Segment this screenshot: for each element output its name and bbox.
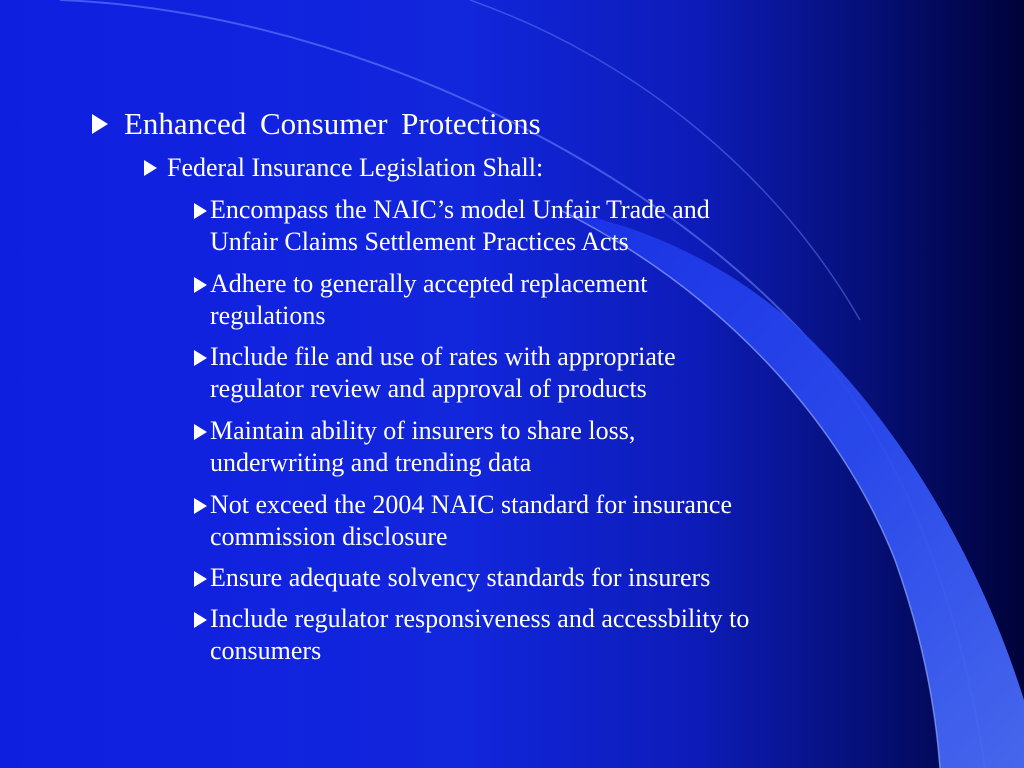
arrowhead-bullet-icon [194, 277, 207, 293]
bullet-text: Include regulator responsiveness and accessbility to [210, 604, 750, 633]
bullet-item [194, 489, 930, 553]
arrowhead-bullet-icon [92, 114, 108, 134]
slide-heading: Enhanced Consumer Protections [124, 106, 541, 141]
arrowhead-bullet-icon [194, 571, 207, 587]
subheading-row [144, 151, 543, 185]
heading-row [92, 104, 541, 144]
bullet-text: Adhere to generally accepted replacement [210, 269, 648, 298]
bullet-text-continued: consumers [210, 636, 322, 665]
bullet-text-continued: underwriting and trending data [210, 448, 532, 477]
bullet-text: Include file and use of rates with appropriate [210, 342, 676, 371]
arrowhead-bullet-icon [194, 350, 207, 366]
bullet-text: Ensure adequate solvency standards for insurers [210, 563, 711, 592]
arrowhead-bullet-icon [194, 424, 207, 440]
arrowhead-bullet-icon [194, 498, 207, 514]
bullet-item [194, 603, 930, 667]
arrowhead-bullet-icon [194, 612, 207, 628]
bullet-item [194, 341, 930, 405]
arrowhead-bullet-icon [194, 203, 207, 219]
bullet-text: Maintain ability of insurers to share loss, [210, 416, 636, 445]
bullet-text: Not exceed the 2004 NAIC standard for insurance [210, 490, 732, 519]
arrowhead-bullet-icon [144, 160, 157, 176]
bullet-text-continued: regulations [210, 301, 326, 330]
bullet-item [194, 268, 930, 332]
bullet-text: Encompass the NAIC’s model Unfair Trade and [210, 195, 710, 224]
bullet-text-continued: regulator review and approval of products [210, 374, 647, 403]
bullet-item [194, 194, 930, 258]
bullet-text-continued: commission disclosure [210, 522, 448, 551]
bullet-item [194, 562, 930, 594]
slide-subheading: Federal Insurance Legislation Shall: [167, 153, 544, 182]
bullet-text-continued: Unfair Claims Settlement Practices Acts [210, 227, 629, 256]
bullet-item [194, 415, 930, 479]
